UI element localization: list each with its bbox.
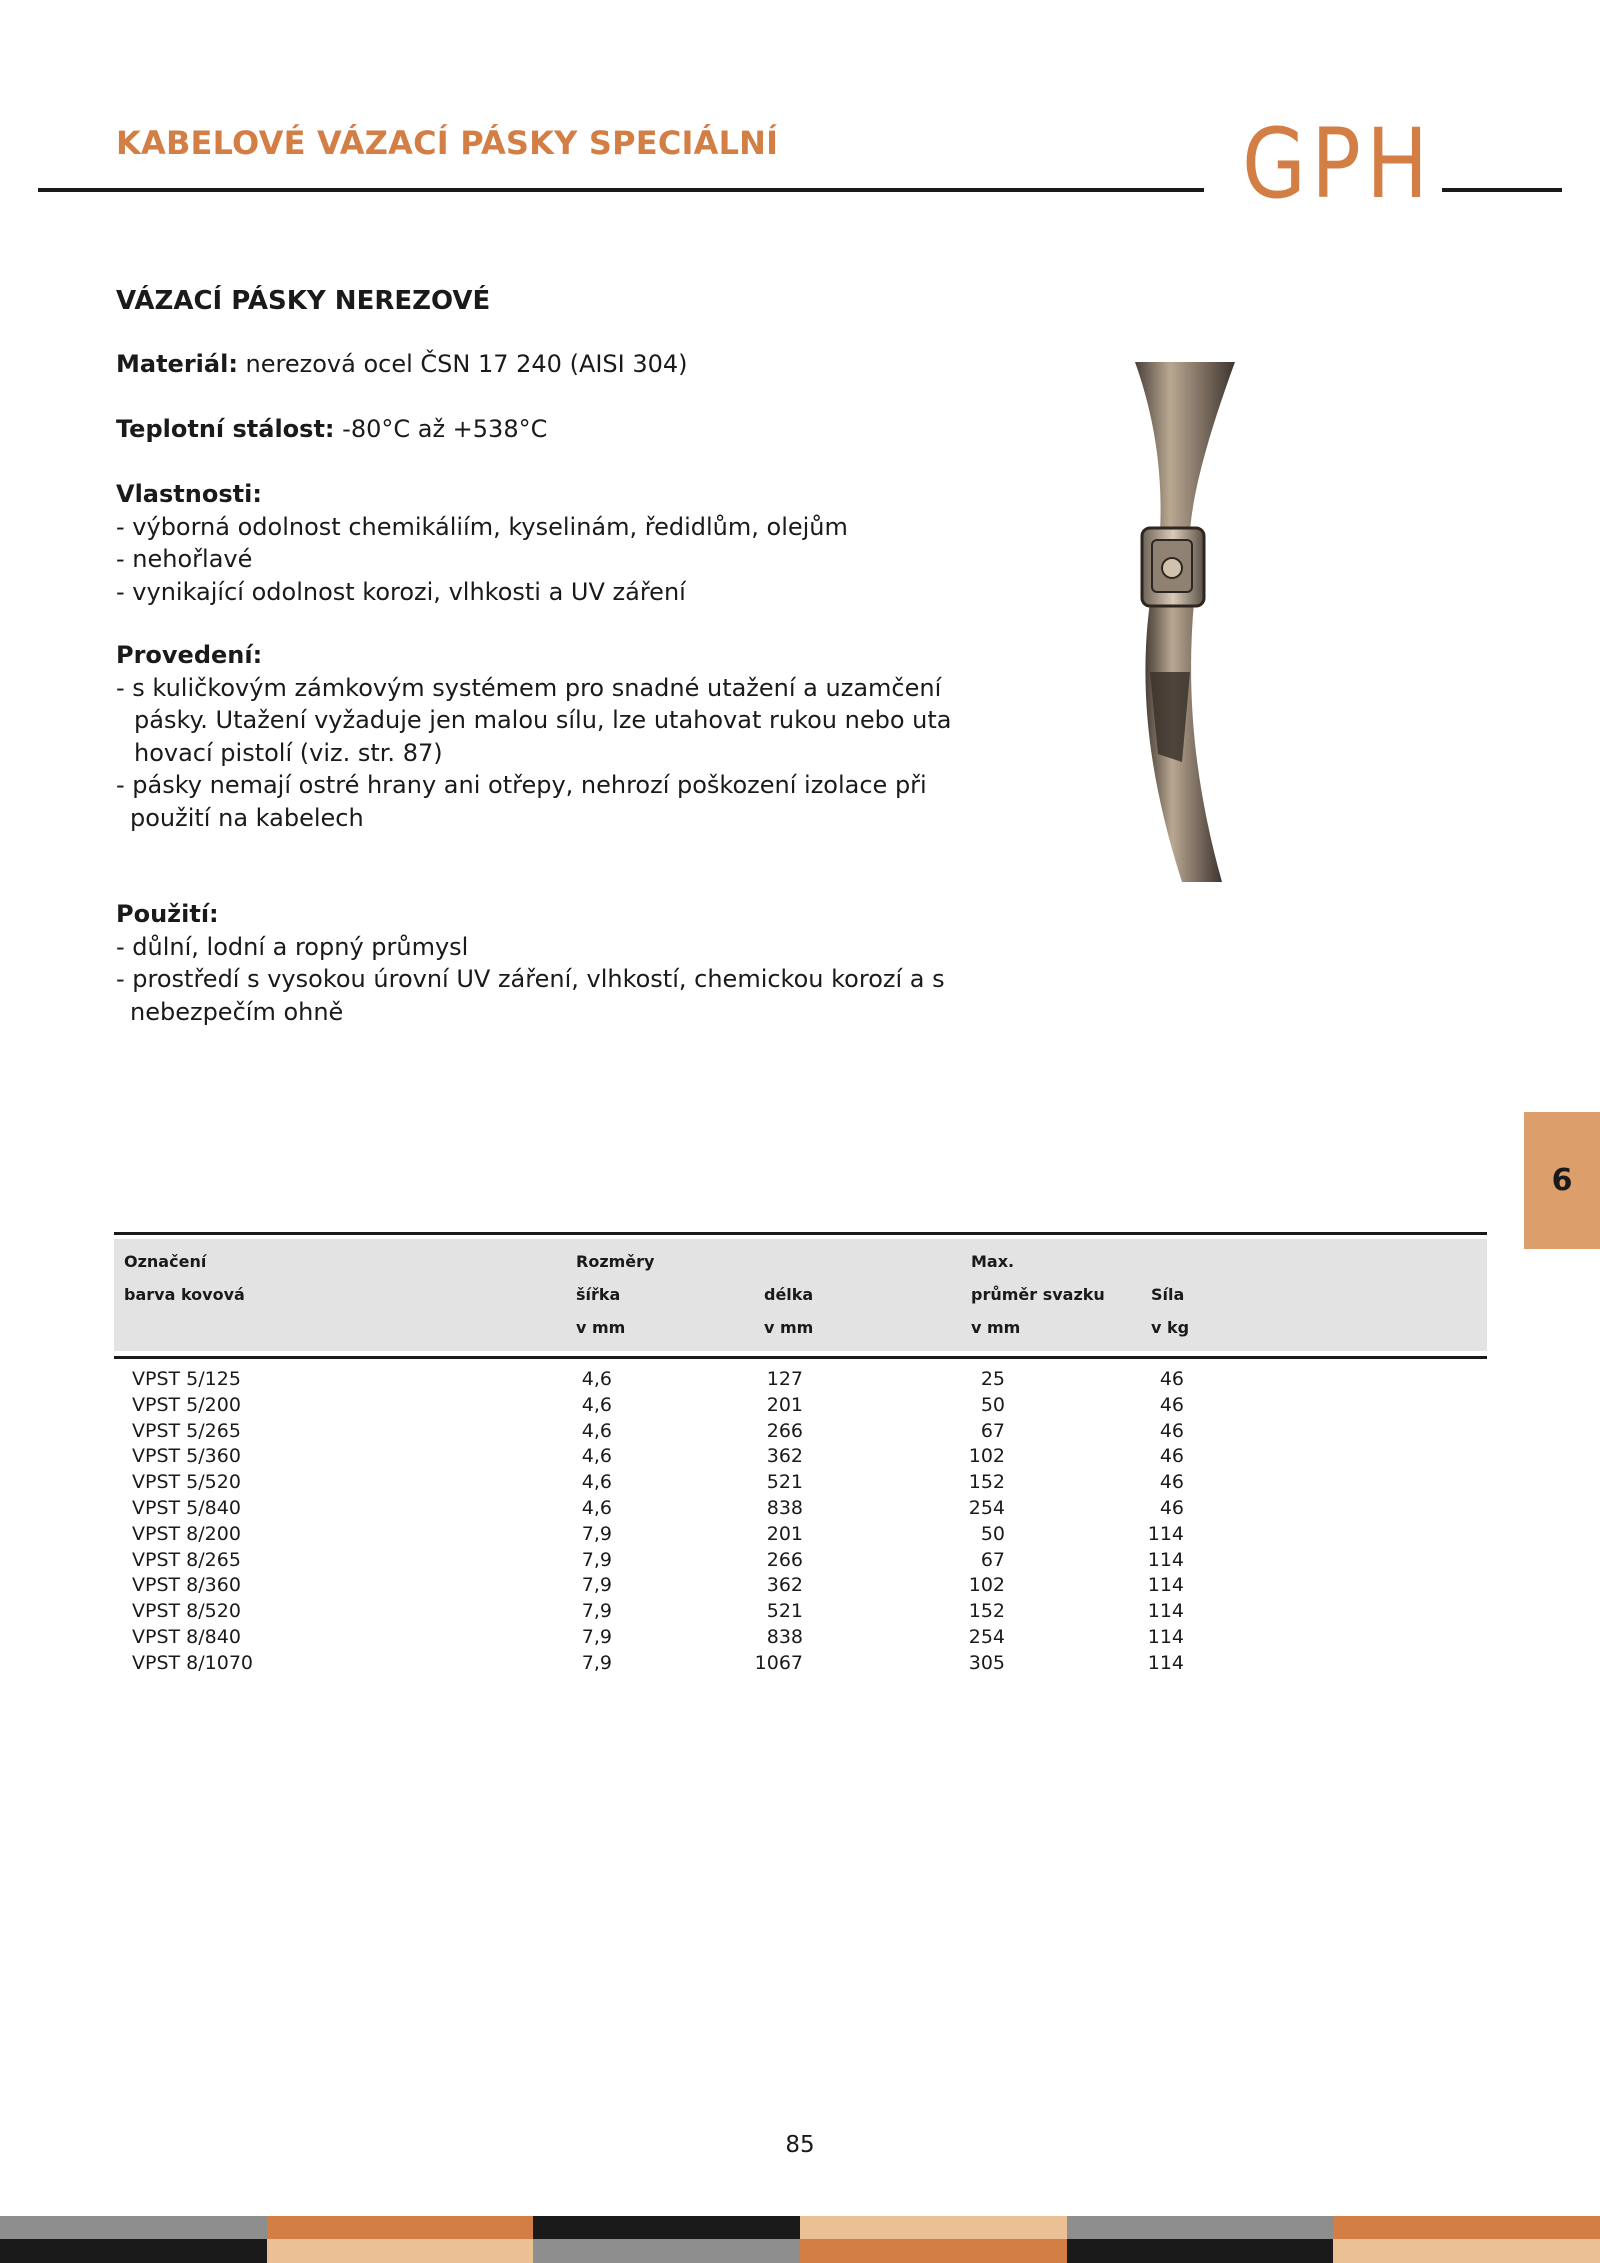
header-designation: Označení bbox=[124, 1252, 207, 1271]
cell-name: VPST 8/200 bbox=[132, 1522, 241, 1545]
header-length: délka bbox=[764, 1285, 814, 1304]
cell-force: 46 bbox=[1159, 1393, 1184, 1416]
header-max: Max. bbox=[971, 1252, 1015, 1271]
header-force-unit: v kg bbox=[1151, 1318, 1190, 1337]
temperature-line bbox=[116, 413, 547, 446]
cell-length: 201 bbox=[766, 1522, 803, 1545]
cell-width: 7,9 bbox=[581, 1522, 612, 1545]
section-title: VÁZACÍ PÁSKY NEREZOVÉ bbox=[116, 286, 491, 316]
header-force: Síla bbox=[1151, 1285, 1185, 1304]
cell-name: VPST 5/360 bbox=[132, 1445, 241, 1468]
cell-diameter: 102 bbox=[968, 1574, 1005, 1597]
cell-width: 4,6 bbox=[581, 1393, 612, 1416]
temperature-value: -80°C až +538°C bbox=[334, 415, 548, 443]
footer-stripe-top bbox=[1067, 2216, 1334, 2239]
property-item: - vynikající odolnost korozi, vlhkosti a UV záření bbox=[116, 577, 686, 606]
footer-stripe-top bbox=[1333, 2216, 1600, 2239]
cell-width: 4,6 bbox=[581, 1419, 612, 1442]
material-line bbox=[116, 348, 688, 381]
cell-width: 4,6 bbox=[581, 1497, 612, 1519]
cell-width: 4,6 bbox=[581, 1445, 612, 1468]
cell-diameter: 102 bbox=[968, 1445, 1005, 1468]
cell-name: VPST 5/125 bbox=[132, 1368, 241, 1390]
cell-force: 114 bbox=[1147, 1522, 1184, 1545]
footer-stripe-bottom bbox=[1067, 2239, 1334, 2263]
cell-force: 46 bbox=[1159, 1368, 1184, 1390]
cell-diameter: 152 bbox=[968, 1600, 1005, 1623]
design-line: - pásky nemají ostré hrany ani otřepy, nehrozí poškození izolace při bbox=[116, 771, 927, 799]
cell-diameter: 50 bbox=[980, 1393, 1005, 1416]
table-top-rule bbox=[114, 1232, 1487, 1235]
header-bundle-diameter: průměr svazku bbox=[971, 1285, 1105, 1304]
material-value: nerezová ocel ČSN 17 240 (AISI 304) bbox=[237, 350, 688, 378]
chapter-tab bbox=[1524, 1112, 1600, 1249]
design-line: hovací pistolí (viz. str. 87) bbox=[134, 738, 443, 767]
cell-width: 7,9 bbox=[581, 1651, 612, 1674]
footer-stripe-bottom bbox=[800, 2239, 1067, 2263]
cell-width: 7,9 bbox=[581, 1548, 612, 1571]
cell-width: 7,9 bbox=[581, 1600, 612, 1623]
cell-diameter: 254 bbox=[968, 1497, 1005, 1519]
footer-stripe-bottom bbox=[1333, 2239, 1600, 2263]
footer-stripe-bottom bbox=[267, 2239, 534, 2263]
footer-stripe-top bbox=[0, 2216, 267, 2239]
usage-line: - prostředí s vysokou úrovní UV záření, vlhkostí, chemickou korozí a s bbox=[116, 965, 945, 993]
cell-name: VPST 5/520 bbox=[132, 1471, 241, 1494]
chapter-tab-number: 6 bbox=[1551, 1163, 1573, 1198]
cell-name: VPST 8/265 bbox=[132, 1548, 241, 1571]
usage-block bbox=[116, 898, 945, 1028]
design-line: použití na kabelech bbox=[130, 803, 364, 832]
cell-name: VPST 8/360 bbox=[132, 1574, 241, 1597]
cell-force: 46 bbox=[1159, 1445, 1184, 1468]
header-width: šířka bbox=[576, 1285, 621, 1304]
cell-name: VPST 5/200 bbox=[132, 1393, 241, 1416]
header-color: barva kovová bbox=[124, 1285, 245, 1304]
design-line: pásky. Utažení vyžaduje jen malou sílu, lze utahovat rukou nebo uta bbox=[134, 706, 952, 734]
cell-force: 114 bbox=[1147, 1626, 1184, 1648]
page-header-title: KABELOVÉ VÁZACÍ PÁSKY SPECIÁLNÍ bbox=[116, 124, 779, 162]
properties-label: Vlastnosti: bbox=[116, 480, 262, 508]
property-item: - nehořlavé bbox=[116, 545, 253, 573]
cell-diameter: 305 bbox=[968, 1651, 1005, 1674]
usage-label: Použití: bbox=[116, 900, 219, 928]
cell-diameter: 25 bbox=[980, 1368, 1005, 1390]
cell-force: 114 bbox=[1147, 1600, 1184, 1623]
cell-name: VPST 5/840 bbox=[132, 1497, 241, 1519]
cell-length: 201 bbox=[766, 1393, 803, 1416]
cell-diameter: 50 bbox=[980, 1522, 1005, 1545]
cell-length: 127 bbox=[766, 1368, 803, 1390]
table-header-rule bbox=[114, 1356, 1487, 1359]
gph-logo: GPH bbox=[1242, 108, 1434, 220]
design-label: Provedení: bbox=[116, 641, 263, 669]
properties-block bbox=[116, 478, 848, 608]
material-label: Materiál: bbox=[116, 350, 238, 378]
header-rule-right bbox=[1442, 188, 1562, 192]
cell-width: 7,9 bbox=[581, 1626, 612, 1648]
footer-stripe-top bbox=[533, 2216, 800, 2239]
page-number: 85 bbox=[785, 2132, 815, 2158]
cell-force: 46 bbox=[1159, 1497, 1184, 1519]
cell-length: 838 bbox=[766, 1626, 803, 1648]
header-length-unit: v mm bbox=[764, 1318, 814, 1337]
cell-diameter: 67 bbox=[980, 1419, 1005, 1442]
cell-length: 1067 bbox=[754, 1651, 803, 1674]
cell-name: VPST 5/265 bbox=[132, 1419, 241, 1442]
cell-length: 266 bbox=[766, 1548, 803, 1571]
footer-stripe-bottom bbox=[0, 2239, 267, 2263]
design-line: - s kuličkovým zámkovým systémem pro snadné utažení a uzamčení bbox=[116, 673, 942, 702]
footer-stripe-top bbox=[267, 2216, 534, 2239]
temperature-label: Teplotní stálost: bbox=[116, 415, 335, 443]
cell-name: VPST 8/1070 bbox=[132, 1651, 254, 1674]
cell-diameter: 152 bbox=[968, 1471, 1005, 1494]
header-bundle-unit: v mm bbox=[971, 1318, 1021, 1337]
header-dimensions: Rozměry bbox=[576, 1252, 655, 1271]
cell-force: 46 bbox=[1159, 1419, 1184, 1442]
cell-length: 266 bbox=[766, 1419, 803, 1442]
cell-length: 521 bbox=[766, 1600, 803, 1623]
usage-line: - důlní, lodní a ropný průmysl bbox=[116, 932, 469, 961]
cell-length: 521 bbox=[766, 1471, 803, 1494]
cell-width: 4,6 bbox=[581, 1471, 612, 1494]
header-width-unit: v mm bbox=[576, 1318, 626, 1337]
cell-force: 46 bbox=[1159, 1471, 1184, 1494]
cell-force: 114 bbox=[1147, 1548, 1184, 1571]
cell-diameter: 67 bbox=[980, 1548, 1005, 1571]
usage-line: nebezpečím ohně bbox=[130, 997, 344, 1026]
product-photo bbox=[1110, 362, 1260, 882]
cell-force: 114 bbox=[1147, 1651, 1184, 1674]
cell-width: 7,9 bbox=[581, 1574, 612, 1597]
cell-length: 362 bbox=[766, 1445, 803, 1468]
footer-stripe-top bbox=[800, 2216, 1067, 2239]
header-rule-left bbox=[38, 188, 1204, 192]
cell-length: 362 bbox=[766, 1574, 803, 1597]
cell-force: 114 bbox=[1147, 1574, 1184, 1597]
footer-stripe-bottom bbox=[533, 2239, 800, 2263]
property-item: - výborná odolnost chemikáliím, kyselinám, ředidlům, olejům bbox=[116, 512, 848, 541]
cell-diameter: 254 bbox=[968, 1626, 1005, 1648]
cell-length: 838 bbox=[766, 1497, 803, 1519]
cell-name: VPST 8/520 bbox=[132, 1600, 241, 1623]
design-block bbox=[116, 639, 952, 834]
cell-name: VPST 8/840 bbox=[132, 1626, 241, 1648]
cell-width: 4,6 bbox=[581, 1368, 612, 1390]
